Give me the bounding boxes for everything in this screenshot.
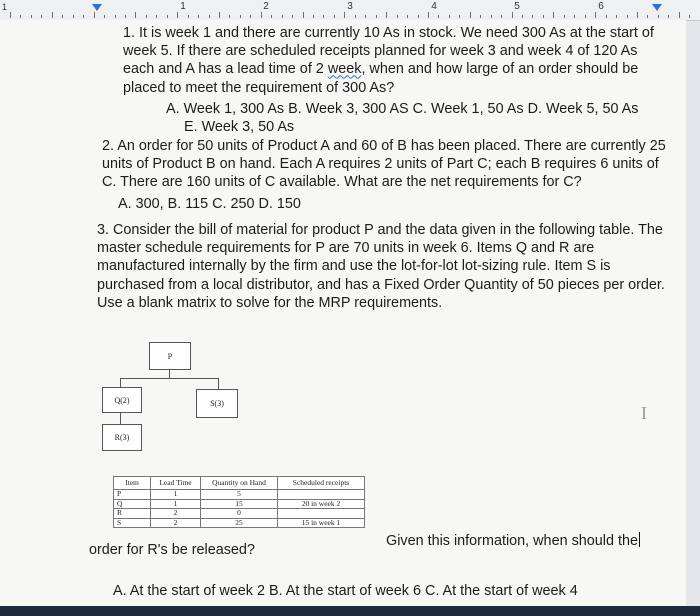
ruler-tick [334,15,335,18]
ruler-tick [459,15,460,18]
bom-connector [218,378,219,389]
table-cell: 15 [201,499,278,509]
question-1-choices [166,100,686,136]
document-page[interactable] [0,20,686,606]
ruler-tick [595,12,596,18]
table-cell: 1 [151,499,201,509]
ruler-tick [240,15,241,18]
question-1-text: It is week 1 and there are currently 10 As in stock. We need 300 As at the start of week 5. If there are scheduled receipts planned for week 3 and week 4 of 120 As each and A has a lead time of 2 [123,25,654,78]
table-cell: 25 [201,518,278,528]
question-1 [123,24,668,97]
ruler-tick [271,15,272,18]
horizontal-ruler[interactable] [0,0,700,21]
ruler-tick [104,15,105,18]
ruler-tick [606,15,607,18]
ruler-tick [647,15,648,18]
right-indent-marker-icon[interactable] [652,4,662,11]
ruler-tick [574,15,575,18]
ruler-tick [386,12,387,18]
ruler-tick [512,12,513,18]
ruler-tick [627,15,628,18]
ruler-tick [31,15,32,18]
bom-connector [120,378,219,379]
bom-node-s: S(3) [196,389,238,418]
table-cell: 2 [151,518,201,528]
bom-node-p: P [149,342,191,370]
ruler-tick [177,12,178,18]
ruler-number-3: 3 [347,1,353,12]
ruler-tick [428,12,429,18]
question-3-given-text [386,532,640,549]
ruler-tick [553,12,554,18]
table-row [114,509,365,519]
ruler-tick [135,12,136,18]
question-1-number: 1. [123,25,136,41]
ruler-tick [355,15,356,18]
ruler-tick [83,15,84,18]
table-cell: 1 [151,490,201,500]
question-2-number: 2. [102,138,115,154]
ruler-tick [449,15,450,18]
question-1-choices-line-1: A. Week 1, 300 As B. Week 3, 300 AS C. Week 1, 50 As D. Week 5, 50 As [166,101,639,117]
table-cell: 20 in week 2 [278,499,365,509]
ruler-number-6: 6 [598,1,604,12]
ruler-tick [292,15,293,18]
ruler-tick [438,15,439,18]
ruler-tick [52,12,53,18]
ruler-tick [376,15,377,18]
table-cell [278,509,365,519]
spellcheck-word[interactable]: week [327,61,362,78]
ruler-tick [73,15,74,18]
ruler-tick [532,15,533,18]
table-cell: R [114,509,151,519]
given-text: Given this information, when should the [386,533,638,549]
ruler-tick [146,15,147,18]
ruler-tick [344,12,345,18]
taskbar-strip [0,606,700,616]
table-cell: 5 [201,490,278,500]
question-3-text: Consider the bill of material for product P and the data given in the following table. The master schedule requirements for P are 70 units in week 6. Items Q and R are manufactured internally by the firm and use the lot-for-lot lot-sizing rule. Item S is purchased from a local distributor, and has a Fixed Order Quantity of 50 pieces per order. Use a blank matrix to solve for the MRP requirements. [97,222,665,311]
table-row [114,490,365,500]
ruler-tick [303,12,304,18]
question-3-number: 3. [97,222,110,238]
table-cell: 15 in week 1 [278,518,365,528]
ruler-tick [167,15,168,18]
ruler-tick [543,15,544,18]
question-3-tail: order for R's be released? [89,542,255,558]
bom-connector [120,412,121,424]
ruler-tick [365,15,366,18]
ruler-tick [209,15,210,18]
ruler-tick [564,15,565,18]
ruler-tick [261,12,262,18]
ruler-tick [679,12,680,18]
bom-connector [169,369,170,378]
table-cell: S [114,518,151,528]
table-cell: Q [114,499,151,509]
table-cell [278,490,365,500]
ruler-tick [585,15,586,18]
ruler-number-5: 5 [514,1,520,12]
table-cell: P [114,490,151,500]
ruler-tick [10,12,11,18]
ruler-tick [491,15,492,18]
question-2-choices: A. 300, B. 115 C. 250 D. 150 [118,196,301,212]
ruler-tick [229,15,230,18]
ruler-tick [62,15,63,18]
ruler-tick [250,15,251,18]
ruler-tick [313,15,314,18]
ruler-tick [323,15,324,18]
ruler-number-2: 2 [263,1,269,12]
ruler-tick [470,12,471,18]
ruler-number-1: 1 [180,1,186,12]
ruler-tick [188,15,189,18]
question-2 [102,137,672,192]
ruler-tick [198,15,199,18]
ruler-tick [658,15,659,18]
ruler-tick [616,15,617,18]
ruler-tick [115,15,116,18]
ruler-tick [94,12,95,18]
question-3-choices: A. At the start of week 2 B. At the start of week 6 C. At the start of week 4 [113,583,578,599]
ruler-tick [668,15,669,18]
question-1-text-end: , when and how large of an order should be placed to meet the requirement of 300 As? [123,61,639,96]
ruler-tick [156,15,157,18]
ruler-tick [522,15,523,18]
bom-connector [120,378,121,387]
text-cursor-icon: I [641,403,647,423]
ruler-tick [125,15,126,18]
ruler-tick [41,15,42,18]
column-header: Lead Time [151,477,201,490]
ruler-tick [637,12,638,18]
ruler-tick [397,15,398,18]
ruler-tick [219,12,220,18]
column-header: Scheduled receipts [278,477,365,490]
ruler-tick [282,15,283,18]
ruler-left-number: 1 [2,2,8,12]
ruler-tick [480,15,481,18]
text-caret [639,532,641,547]
item-data-table [113,476,365,528]
column-header: Item [114,477,151,490]
ruler-tick [418,15,419,18]
table-header-row [114,477,365,490]
table-row [114,518,365,528]
question-2-text: An order for 50 units of Product A and 60 of B has been placed. There are currently 25 units of Product B on hand. Each A requires 2 units of Part C; each B requires 6 units of C. There are 160 units of C available. What are the net requirements for C? [102,138,666,191]
table-cell: 2 [151,509,201,519]
ruler-tick [501,15,502,18]
column-header: Quantity on Hand [201,477,278,490]
question-1-choices-line-2: E. Week 3, 50 As [184,119,295,136]
ruler-number-4: 4 [431,1,437,12]
table-cell: 0 [201,509,278,519]
bom-node-r: R(3) [102,424,142,451]
question-3 [97,221,677,312]
bom-node-q: Q(2) [102,387,142,413]
left-indent-marker-icon[interactable] [92,4,102,11]
ruler-tick [20,15,21,18]
ruler-tick [689,15,690,18]
ruler-tick [407,15,408,18]
